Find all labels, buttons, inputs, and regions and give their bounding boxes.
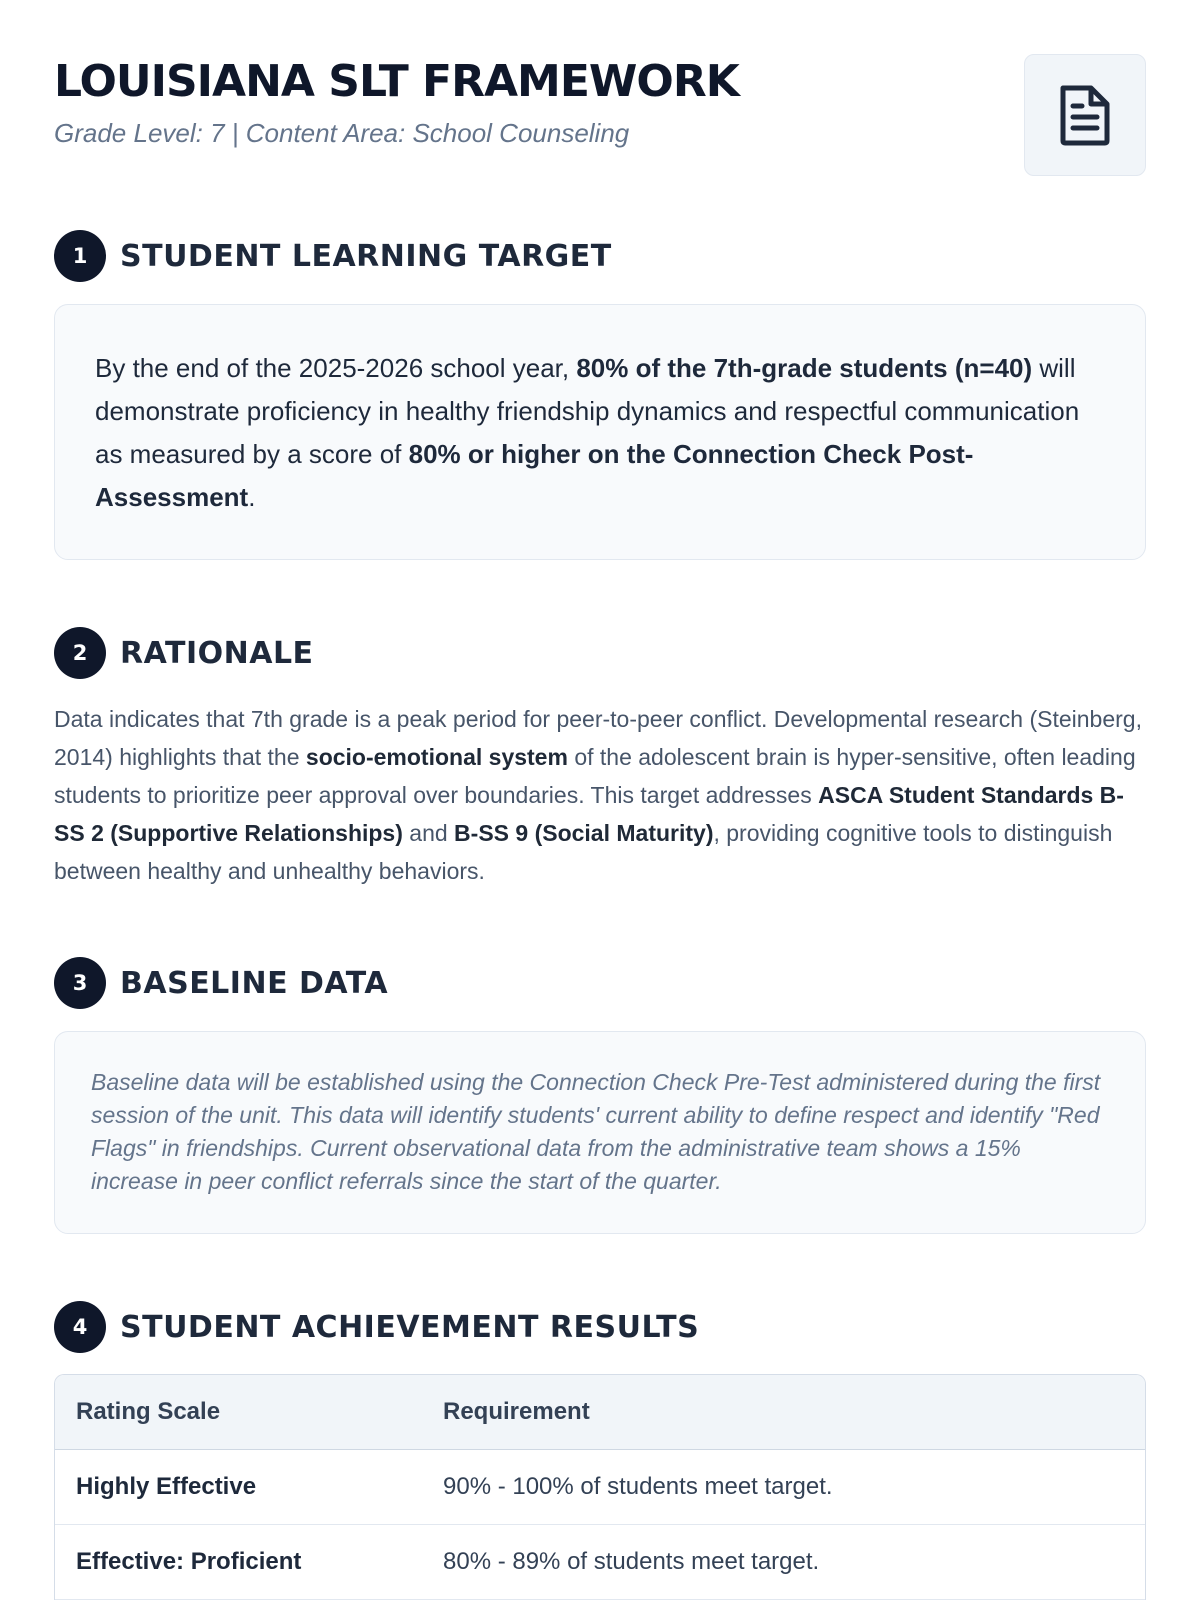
document-badge — [1024, 54, 1146, 176]
section-number-badge: 1 — [54, 230, 106, 282]
rating-cell: Highly Effective — [76, 1473, 257, 1500]
results-table — [54, 1374, 1146, 1600]
section-4-heading — [54, 1301, 699, 1353]
table-header-row — [55, 1375, 1145, 1450]
section-title: RATIONALE — [120, 635, 314, 671]
requirement-cell: 80% - 89% of students meet target. — [443, 1548, 820, 1575]
learning-target-panel — [54, 304, 1146, 560]
section-3-heading — [54, 957, 388, 1009]
section-number-badge: 2 — [54, 627, 106, 679]
requirement-cell: 90% - 100% of students meet target. — [443, 1473, 833, 1500]
document-header — [54, 0, 1146, 200]
document-icon — [1058, 84, 1112, 146]
section-title: BASELINE DATA — [120, 965, 389, 1001]
section-2-heading — [54, 627, 314, 679]
page-title: LOUISIANA SLT FRAMEWORK — [54, 56, 739, 107]
section-title: STUDENT LEARNING TARGET — [120, 238, 612, 274]
section-1-heading — [54, 230, 612, 282]
page-subtitle: Grade Level: 7 | Content Area: School Counseling — [54, 118, 630, 148]
learning-target-text: By the end of the 2025-2026 school year, 80% of the 7th-grade students (n=40) will demonstrate proficiency in healthy friendship dynamics and respectful communication as measured by a score of 80% or higher on the Connection Check Post-Assessment. — [95, 353, 1080, 512]
baseline-text: Baseline data will be established using the Connection Check Pre-Test administered during the first session of the unit. This data will identify students' current ability to define respect and identify "Red Flags" in friendships. Current observational data from the administrative team shows a 15% increase in peer conflict referrals since the start of the quarter. — [91, 1069, 1101, 1194]
column-header-requirement: Requirement — [443, 1398, 590, 1425]
section-number-badge: 3 — [54, 957, 106, 1009]
baseline-data-panel — [54, 1031, 1146, 1234]
table-row — [55, 1450, 1145, 1525]
section-number-badge: 4 — [54, 1301, 106, 1353]
table-row — [55, 1525, 1145, 1600]
rating-cell: Effective: Proficient — [76, 1548, 302, 1575]
rationale-text: Data indicates that 7th grade is a peak period for peer-to-peer conflict. Developmental research (Steinberg, 2014) highlights that the socio-emotional system of the adolescent brain is hyper-sensitive, often leading students to prioritize peer approval over boundaries. This target addresses ASCA Student Standards B-SS 2 (Supportive Relationships) and B-SS 9 (Social Maturity), providing cognitive tools to distinguish between healthy and unhealthy behaviors. — [54, 706, 1142, 884]
column-header-rating-scale: Rating Scale — [76, 1398, 221, 1425]
section-title: STUDENT ACHIEVEMENT RESULTS — [120, 1309, 700, 1345]
